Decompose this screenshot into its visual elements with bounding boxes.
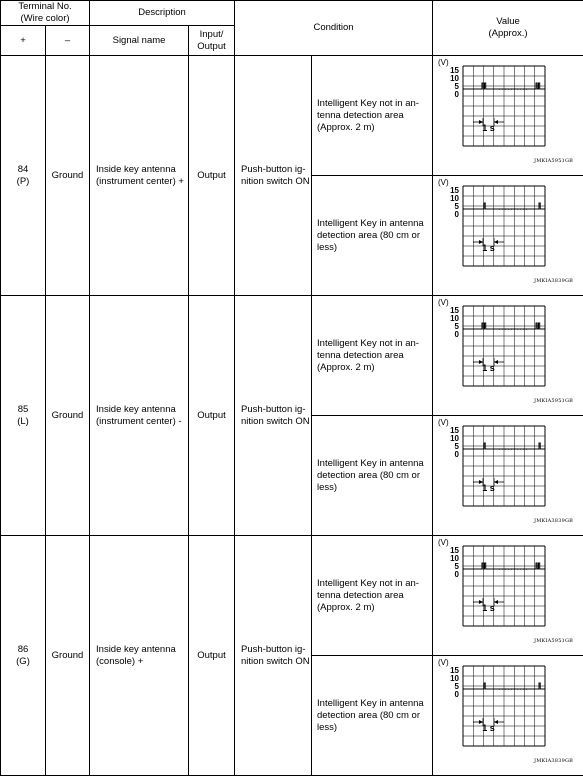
value-waveform xyxy=(433,296,583,416)
waveform-tick: 5 xyxy=(454,682,460,691)
signal-name: Inside key antenna (instrument center) - xyxy=(90,296,189,536)
signal-name: Inside key antenna (console) + xyxy=(90,536,189,776)
signal-name: Inside key antenna (instrument center) + xyxy=(90,56,189,296)
value-waveform xyxy=(433,56,583,176)
waveform-tick: 5 xyxy=(454,322,460,331)
waveform-tick: 15 xyxy=(450,666,460,675)
waveform-tick: 5 xyxy=(454,202,460,211)
waveform-tick: 0 xyxy=(454,450,460,459)
figure-code: JMKIA3839GB xyxy=(533,278,574,284)
value-waveform xyxy=(433,536,583,656)
figure-code: JMKIA3839GB xyxy=(533,758,574,764)
waveform-tick: 0 xyxy=(454,570,460,579)
waveform-tick: 10 xyxy=(450,554,460,563)
header-description: Description xyxy=(90,1,235,26)
terminal-plus: 85 (L) xyxy=(1,296,46,536)
terminal-minus: Ground xyxy=(46,296,90,536)
condition-main: Push-button ig- nition switch ON xyxy=(235,536,312,776)
waveform-time-label: 1 s xyxy=(482,603,495,613)
header-terminal: Terminal No. (Wire color) xyxy=(1,1,90,26)
figure-code: JMKIA3839GB xyxy=(533,518,574,524)
waveform-tick: 5 xyxy=(454,562,460,571)
input-output: Output xyxy=(189,536,235,776)
header-value: Value (Approx.) xyxy=(433,1,583,56)
header-plus: + xyxy=(1,26,46,56)
value-waveform xyxy=(433,416,583,536)
table-row xyxy=(1,536,583,656)
waveform-tick: 15 xyxy=(450,426,460,435)
condition-main: Push-button ig- nition switch ON xyxy=(235,56,312,296)
waveform-graph xyxy=(437,416,549,526)
figure-code: JMKIA5951GB xyxy=(533,398,574,404)
waveform-tick: 0 xyxy=(454,330,460,339)
waveform-graph xyxy=(437,536,549,646)
condition-sub: Intelligent Key not in an- tenna detection area (Approx. 2 m) xyxy=(312,56,433,176)
waveform-time-label: 1 s xyxy=(482,723,495,733)
waveform-tick: 5 xyxy=(454,442,460,451)
waveform-time-label: 1 s xyxy=(482,243,495,253)
terminal-plus: 86 (G) xyxy=(1,536,46,776)
waveform-graph xyxy=(437,296,549,406)
condition-sub: Intelligent Key not in an- tenna detection area (Approx. 2 m) xyxy=(312,536,433,656)
input-output: Output xyxy=(189,296,235,536)
header-condition: Condition xyxy=(235,1,433,56)
waveform-tick: 0 xyxy=(454,210,460,219)
waveform-tick: 10 xyxy=(450,674,460,683)
waveform-tick: 10 xyxy=(450,314,460,323)
waveform-graph xyxy=(437,56,549,166)
header-input-output: Input/ Output xyxy=(189,26,235,56)
input-output: Output xyxy=(189,56,235,296)
table-row xyxy=(1,296,583,416)
waveform-tick: 15 xyxy=(450,66,460,75)
waveform-tick: 15 xyxy=(450,546,460,555)
waveform-tick: 0 xyxy=(454,690,460,699)
waveform-tick: 10 xyxy=(450,74,460,83)
waveform-tick: 15 xyxy=(450,306,460,315)
waveform-time-label: 1 s xyxy=(482,123,495,133)
waveform-unit: (V) xyxy=(438,178,449,187)
waveform-graph xyxy=(437,176,549,286)
value-waveform xyxy=(433,656,583,776)
waveform-unit: (V) xyxy=(438,58,449,67)
header-signal-name: Signal name xyxy=(90,26,189,56)
waveform-tick: 10 xyxy=(450,434,460,443)
waveform-time-label: 1 s xyxy=(482,363,495,373)
waveform-unit: (V) xyxy=(438,418,449,427)
value-waveform xyxy=(433,176,583,296)
waveform-tick: 0 xyxy=(454,90,460,99)
header-minus: – xyxy=(46,26,90,56)
terminal-minus: Ground xyxy=(46,536,90,776)
figure-code: JMKIA5951GB xyxy=(533,158,574,164)
terminal-plus: 84 (P) xyxy=(1,56,46,296)
waveform-unit: (V) xyxy=(438,298,449,307)
waveform-graph xyxy=(437,656,549,766)
condition-sub: Intelligent Key in antenna detection area (80 cm or less) xyxy=(312,656,433,776)
waveform-unit: (V) xyxy=(438,538,449,547)
waveform-tick: 5 xyxy=(454,82,460,91)
waveform-time-label: 1 s xyxy=(482,483,495,493)
condition-sub: Intelligent Key in antenna detection area (80 cm or less) xyxy=(312,416,433,536)
waveform-tick: 10 xyxy=(450,194,460,203)
waveform-tick: 15 xyxy=(450,186,460,195)
condition-sub: Intelligent Key not in an- tenna detection area (Approx. 2 m) xyxy=(312,296,433,416)
terminal-minus: Ground xyxy=(46,56,90,296)
condition-main: Push-button ig- nition switch ON xyxy=(235,296,312,536)
condition-sub: Intelligent Key in antenna detection area (80 cm or less) xyxy=(312,176,433,296)
figure-code: JMKIA5951GB xyxy=(533,638,574,644)
table-row xyxy=(1,56,583,176)
waveform-unit: (V) xyxy=(438,658,449,667)
